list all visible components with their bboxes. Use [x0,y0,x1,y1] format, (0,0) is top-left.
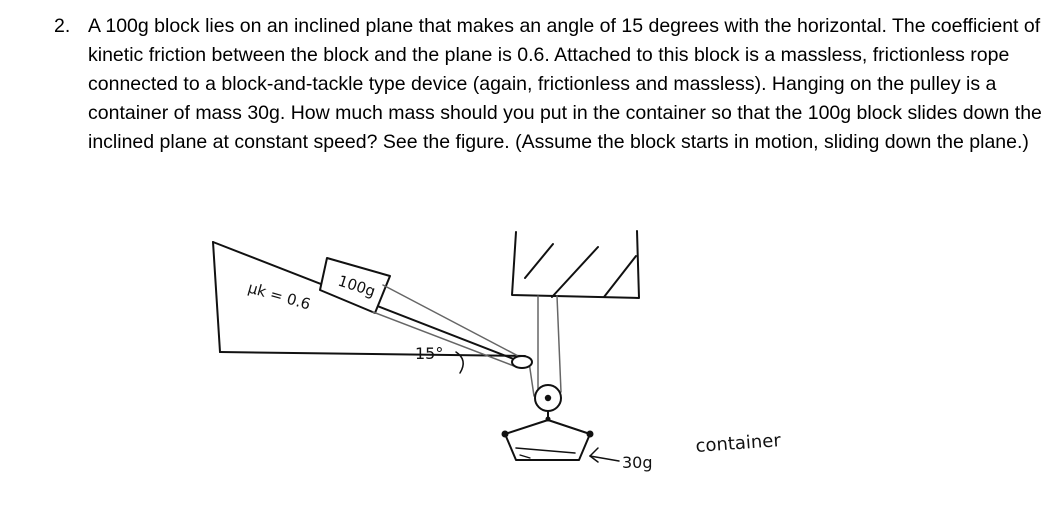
friction-label: μk = 0.6 [245,278,313,314]
ceiling-support [512,231,639,298]
problem-number: 2. [54,15,71,37]
block-label: 100g [335,271,378,301]
hanging-pulley [535,385,561,422]
container-label: container [694,430,782,457]
problem-text: A 100g block lies on an inclined plane that makes an angle of 15 degrees with the horizontal. The coefficient of kinetic friction between the block and the plane is 0.6. Attached to this block is a massless, frictionless rope connected to a block-and-tackle type device (again, frictionless and massless). Hanging on the pulley is a container of mass 30g. How much mass should you put in the container so that the 100g block slides down the inclined plane at constant speed? See the figure. (Assume the block starts in motion, sliding down the plane.) [88,15,1042,153]
pointer-arrow [590,448,619,462]
rope [373,285,561,400]
incline-pulley [512,356,532,368]
block-100g [320,258,390,313]
angle-label: 15° [415,344,444,363]
container-mass-label: 30g [622,453,653,472]
container-30g [503,420,593,460]
